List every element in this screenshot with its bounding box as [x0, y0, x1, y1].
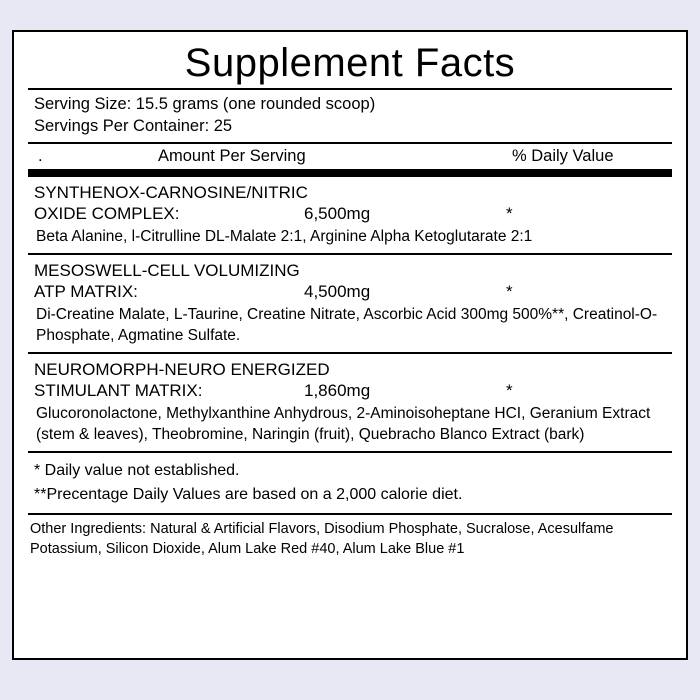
serving-size: Serving Size: 15.5 grams (one rounded scoop) — [34, 95, 376, 113]
supplement-facts-panel — [12, 30, 688, 660]
serving-info — [28, 90, 672, 142]
section-amount: 6,500mg — [304, 203, 371, 223]
section-ingredients: Beta Alanine, l-Citrulline DL-Malate 2:1, Arginine Alpha Ketoglutarate 2:1 — [36, 227, 533, 245]
section-ingredients: Glucoronolactone, Methylxanthine Anhydrous, 2-Aminoisoheptane HCI, Geranium Extract (stem & leaves), Theobromine, Naringin (fruit), Quebracho Blanco Extract (bark) — [36, 405, 651, 444]
other-ingredients: Other Ingredients: Natural & Artificial Flavors, Disodium Phosphate, Sucralose, Acesulfame Potassium, Silicon Dioxide, Alum Lake Red #40, Alum Lake Blue #1 — [30, 521, 614, 557]
footnote-percentage-daily-values: **Precentage Daily Values are based on a 2,000 calorie diet. — [34, 486, 463, 504]
servings-per-container: Servings Per Container: 25 — [34, 117, 233, 136]
page-title: Supplement Facts — [184, 41, 516, 85]
section-name-line2: STIMULANT MATRIX: — [34, 381, 203, 401]
section-row — [28, 380, 672, 402]
section-mesoswell — [28, 255, 672, 352]
section-synthenox — [28, 177, 672, 253]
column-headers — [28, 144, 672, 169]
section-amount: 4,500mg — [304, 282, 371, 302]
section-ingredients: Di-Creatine Malate, L-Taurine, Creatine Nitrate, Ascorbic Acid 300mg 500%**, Creatinol-O-Phosphate, Agmatine Sulfate. — [36, 306, 658, 345]
section-name-line1: SYNTHENOX-CARNOSINE/NITRIC — [34, 182, 308, 202]
section-daily-value: * — [506, 203, 513, 223]
section-amount: 1,860mg — [304, 381, 371, 401]
header-amount-per-serving: Amount Per Serving — [158, 146, 306, 165]
section-daily-value: * — [506, 282, 513, 302]
section-name-line1: NEUROMORPH-NEURO ENERGIZED — [34, 359, 330, 379]
footnote-daily-value-not-established: * Daily value not established. — [34, 462, 240, 480]
section-name-line2: OXIDE COMPLEX: — [34, 203, 180, 223]
header-daily-value: % Daily Value — [512, 146, 614, 165]
section-row — [28, 281, 672, 303]
footnotes — [28, 453, 672, 513]
header-left-mark: . — [38, 146, 43, 165]
section-neuromorph — [28, 354, 672, 451]
section-name-line2: ATP MATRIX: — [34, 282, 138, 302]
section-row — [28, 203, 672, 225]
header-divider — [28, 169, 672, 177]
section-name-line1: MESOSWELL-CELL VOLUMIZING — [34, 260, 300, 280]
section-daily-value: * — [506, 381, 513, 401]
